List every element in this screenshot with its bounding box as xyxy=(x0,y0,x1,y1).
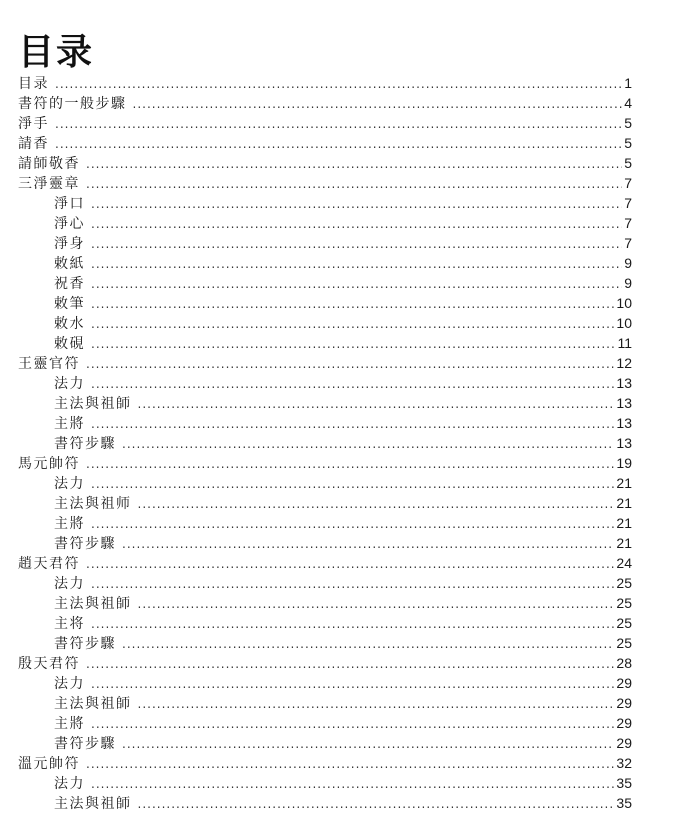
toc-page-number: 21 xyxy=(616,495,632,511)
toc-entry-label: 法力 xyxy=(54,676,85,692)
toc-page-number: 32 xyxy=(616,755,632,771)
toc-entry-label: 法力 xyxy=(54,476,85,492)
toc-subentry[interactable] xyxy=(18,493,632,513)
toc-entry-label: 主法與祖師 xyxy=(54,396,132,412)
toc-page-number: 7 xyxy=(624,215,632,231)
toc-entry-label: 祝香 xyxy=(54,276,85,292)
toc-entry-label: 殷天君符 xyxy=(18,656,80,672)
toc-entry-label: 主將 xyxy=(54,516,85,532)
toc-dot-leader xyxy=(91,774,614,794)
toc-page-number: 7 xyxy=(624,235,632,251)
toc-subentry[interactable] xyxy=(18,513,632,533)
toc-entry[interactable] xyxy=(18,113,632,133)
toc-subentry[interactable] xyxy=(18,233,632,253)
toc-entry[interactable] xyxy=(18,353,632,373)
toc-dot-leader xyxy=(138,494,615,514)
toc-page-number: 21 xyxy=(616,535,632,551)
toc-subentry[interactable] xyxy=(18,533,632,553)
toc-page-number: 28 xyxy=(616,655,632,671)
toc-dot-leader xyxy=(91,334,615,354)
toc-page-number: 25 xyxy=(616,635,632,651)
toc-dot-leader xyxy=(55,74,622,94)
toc-dot-leader xyxy=(138,594,615,614)
toc-entry-label: 趙天君符 xyxy=(18,556,80,572)
toc-page-number: 21 xyxy=(616,515,632,531)
toc-entry-label: 敕硯 xyxy=(54,336,85,352)
toc-page-number: 35 xyxy=(616,795,632,811)
toc-dot-leader xyxy=(138,694,615,714)
toc-dot-leader xyxy=(86,454,614,474)
toc-page-number: 5 xyxy=(624,135,632,151)
toc-page-number: 25 xyxy=(616,575,632,591)
toc-subentry[interactable] xyxy=(18,773,632,793)
toc-dot-leader xyxy=(86,154,622,174)
toc-entry-label: 敕水 xyxy=(54,316,85,332)
toc-dot-leader xyxy=(86,554,614,574)
toc-page-number: 29 xyxy=(616,735,632,751)
toc-entry[interactable] xyxy=(18,453,632,473)
toc-subentry[interactable] xyxy=(18,213,632,233)
toc-entry-label: 淨身 xyxy=(54,236,85,252)
toc-subentry[interactable] xyxy=(18,593,632,613)
toc-entry-label: 主將 xyxy=(54,416,85,432)
toc-page-number: 4 xyxy=(624,95,632,111)
toc-page-number: 7 xyxy=(624,175,632,191)
toc-page-number: 5 xyxy=(624,155,632,171)
toc-entry-label: 王靈官符 xyxy=(18,356,80,372)
toc-entry-label: 主法與祖師 xyxy=(54,696,132,712)
toc-page-number: 13 xyxy=(616,395,632,411)
toc-entry-label: 法力 xyxy=(54,576,85,592)
toc-page-number: 11 xyxy=(617,335,632,351)
toc-dot-leader xyxy=(86,354,614,374)
toc-dot-leader xyxy=(91,194,622,214)
toc-dot-leader xyxy=(91,574,614,594)
toc-subentry[interactable] xyxy=(18,793,632,813)
toc-dot-leader xyxy=(91,234,622,254)
toc-subentry[interactable] xyxy=(18,313,632,333)
toc-entry-label: 請香 xyxy=(18,136,49,152)
toc-page-number: 29 xyxy=(616,715,632,731)
toc-page-number: 7 xyxy=(624,195,632,211)
toc-subentry[interactable] xyxy=(18,293,632,313)
toc-subentry[interactable] xyxy=(18,613,632,633)
toc-dot-leader xyxy=(91,294,614,314)
toc-dot-leader xyxy=(91,714,614,734)
toc-dot-leader xyxy=(91,514,614,534)
toc-dot-leader xyxy=(138,794,615,814)
toc-subentry[interactable] xyxy=(18,633,632,653)
toc-entry-label: 敕紙 xyxy=(54,256,85,272)
table-of-contents xyxy=(18,73,632,813)
toc-dot-leader xyxy=(122,534,614,554)
toc-entry-label: 目录 xyxy=(18,76,49,92)
toc-dot-leader xyxy=(86,754,614,774)
toc-entry[interactable] xyxy=(18,93,632,113)
toc-page-number: 29 xyxy=(616,675,632,691)
toc-entry-label: 敕筆 xyxy=(54,296,85,312)
toc-page-number: 35 xyxy=(616,775,632,791)
toc-dot-leader xyxy=(122,434,614,454)
toc-entry-label: 溫元帥符 xyxy=(18,756,80,772)
toc-page-number: 25 xyxy=(616,615,632,631)
toc-page-number: 21 xyxy=(616,475,632,491)
toc-page-number: 13 xyxy=(616,435,632,451)
toc-page-number: 5 xyxy=(624,115,632,131)
toc-entry-label: 主将 xyxy=(54,616,85,632)
toc-dot-leader xyxy=(86,654,614,674)
toc-page-number: 25 xyxy=(616,595,632,611)
toc-dot-leader xyxy=(91,254,622,274)
toc-dot-leader xyxy=(122,734,614,754)
toc-dot-leader xyxy=(91,274,622,294)
toc-page-number: 12 xyxy=(616,355,632,371)
toc-entry-label: 請師敬香 xyxy=(18,156,80,172)
toc-page-number: 1 xyxy=(624,75,632,91)
toc-page-number: 19 xyxy=(616,455,632,471)
toc-entry-label: 主將 xyxy=(54,716,85,732)
toc-subentry[interactable] xyxy=(18,333,632,353)
toc-dot-leader xyxy=(55,134,622,154)
toc-dot-leader xyxy=(91,314,614,334)
toc-subentry[interactable] xyxy=(18,733,632,753)
toc-subentry[interactable] xyxy=(18,473,632,493)
toc-page-number: 24 xyxy=(616,555,632,571)
toc-subentry[interactable] xyxy=(18,673,632,693)
toc-dot-leader xyxy=(55,114,622,134)
toc-dot-leader xyxy=(91,614,614,634)
toc-subentry[interactable] xyxy=(18,393,632,413)
toc-subentry[interactable] xyxy=(18,193,632,213)
toc-entry-label: 主法與祖師 xyxy=(54,796,132,812)
toc-entry[interactable] xyxy=(18,133,632,153)
toc-entry[interactable] xyxy=(18,153,632,173)
toc-entry-label: 法力 xyxy=(54,376,85,392)
toc-subentry[interactable] xyxy=(18,373,632,393)
toc-subentry[interactable] xyxy=(18,713,632,733)
toc-dot-leader xyxy=(133,94,623,114)
toc-entry-label: 書符步驟 xyxy=(54,736,116,752)
toc-subentry[interactable] xyxy=(18,253,632,273)
toc-subentry[interactable] xyxy=(18,413,632,433)
toc-dot-leader xyxy=(138,394,615,414)
toc-page-number: 13 xyxy=(616,375,632,391)
page-title: 目录 xyxy=(18,31,95,74)
toc-dot-leader xyxy=(91,374,614,394)
toc-subentry[interactable] xyxy=(18,273,632,293)
toc-subentry[interactable] xyxy=(18,433,632,453)
toc-entry-label: 法力 xyxy=(54,776,85,792)
toc-entry-label: 書符步驟 xyxy=(54,636,116,652)
toc-entry-label: 主法與祖師 xyxy=(54,596,132,612)
toc-page-number: 9 xyxy=(624,255,632,271)
toc-entry[interactable] xyxy=(18,653,632,673)
toc-entry-label: 三淨靈章 xyxy=(18,176,80,192)
toc-page-number: 9 xyxy=(624,275,632,291)
toc-page-number: 13 xyxy=(616,415,632,431)
toc-entry[interactable] xyxy=(18,553,632,573)
toc-entry[interactable] xyxy=(18,753,632,773)
toc-dot-leader xyxy=(91,674,614,694)
toc-entry-label: 書符步驟 xyxy=(54,536,116,552)
toc-entry-label: 馬元帥符 xyxy=(18,456,80,472)
toc-entry-label: 書符的一般步驟 xyxy=(18,96,127,112)
toc-page-number: 10 xyxy=(616,295,632,311)
toc-entry-label: 淨手 xyxy=(18,116,49,132)
toc-dot-leader xyxy=(91,474,614,494)
toc-page-number: 10 xyxy=(616,315,632,331)
toc-entry-label: 淨心 xyxy=(54,216,85,232)
toc-entry-label: 主法與祖师 xyxy=(54,496,132,512)
toc-entry-label: 書符步驟 xyxy=(54,436,116,452)
toc-entry[interactable] xyxy=(18,173,632,193)
toc-dot-leader xyxy=(86,174,622,194)
toc-dot-leader xyxy=(122,634,614,654)
toc-subentry[interactable] xyxy=(18,573,632,593)
toc-entry[interactable] xyxy=(18,73,632,93)
toc-dot-leader xyxy=(91,214,622,234)
toc-entry-label: 淨口 xyxy=(54,196,85,212)
toc-dot-leader xyxy=(91,414,614,434)
toc-page-number: 29 xyxy=(616,695,632,711)
toc-subentry[interactable] xyxy=(18,693,632,713)
